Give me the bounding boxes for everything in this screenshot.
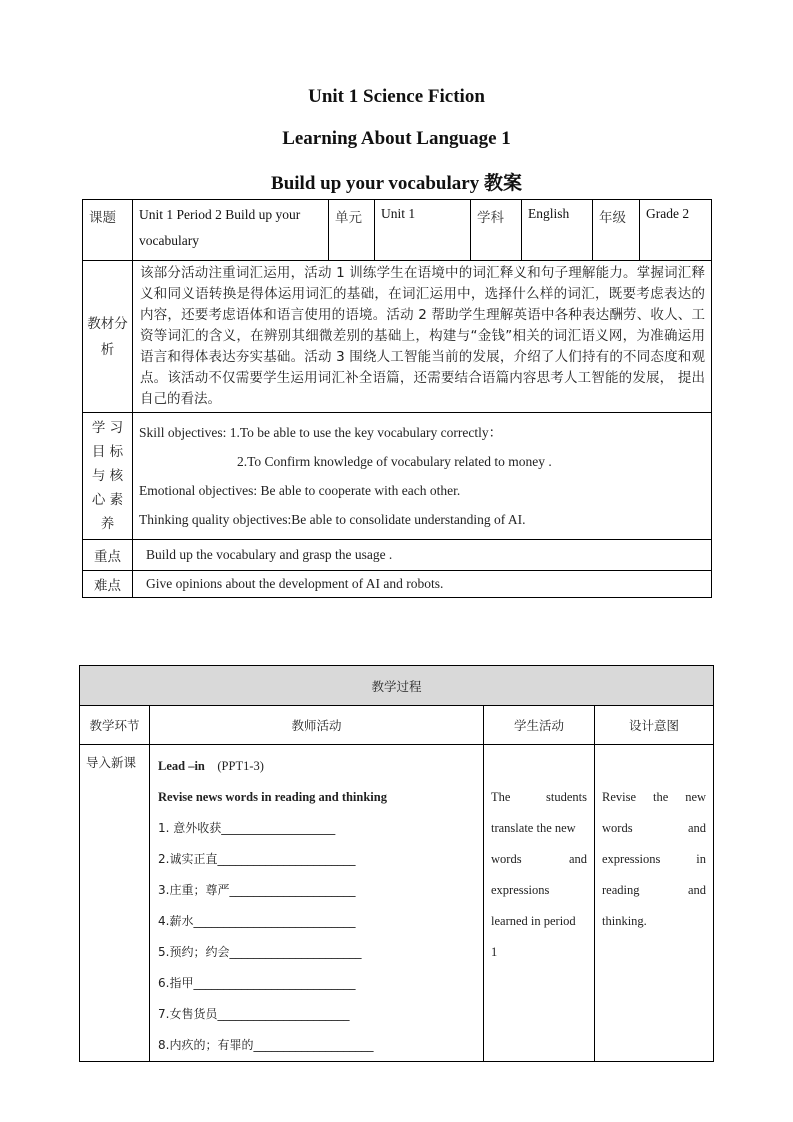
vocab-item: 3.庄重；尊严_____________________ <box>158 883 356 897</box>
objectives-label-line: 与 核 <box>91 468 124 484</box>
student-word: The <box>491 790 511 804</box>
intent-line <box>602 813 706 844</box>
intent-word: expressions <box>602 852 661 866</box>
objectives-label-line: 心 素 <box>91 492 124 508</box>
doc-title-lesson: Build up your vocabulary 教案 <box>271 173 522 194</box>
vocab-item: 6.指甲___________________________ <box>158 976 356 990</box>
intent-word: Revise <box>602 790 637 804</box>
vocab-item: 5.预约；约会______________________ <box>158 945 362 959</box>
key-points-label: 重点 <box>83 540 133 571</box>
skill-objective-2: 2.To Confirm knowledge of vocabulary related to money . <box>237 454 552 469</box>
vocab-item: 8.内疚的；有罪的____________________ <box>158 1038 374 1052</box>
intent-word: thinking. <box>602 914 647 928</box>
stage-cell: 导入新课 <box>80 745 150 1062</box>
lead-in-ref: (PPT1-3) <box>217 759 264 773</box>
analysis-text: 该部分活动注重词汇运用，活动 1 训练学生在语境中的词汇释义和句子理解能力。掌握词汇释义和同义语转换是得体运用词汇的基础，在词汇运用中，选择什么样的词汇，既要考虑表达的内容，还要考虑语体和语言使用的语境。活动 2 帮助学生理解英语中各种表达酬劳、收人、工资等词汇的含义，在辨别其细微差别的基础上，构建与“金钱”相关的词汇语义网，为准确运用语言和得体表达夯实基础。活动 3 围绕人工智能当前的发展，介绍了人们持有的不同态度和观点。该活动不仅需要学生运用词汇补全语篇，还需要结合语篇内容思考人工智能的发展， 提出自己的看法。 <box>133 261 712 413</box>
lesson-info-table <box>82 199 712 598</box>
intent-word: and <box>687 821 707 835</box>
student-line <box>491 906 587 937</box>
intent-line <box>602 782 706 813</box>
intent-line <box>602 906 706 937</box>
column-design-intent: 设计意图 <box>595 706 714 745</box>
objectives-list <box>133 413 712 540</box>
revise-title: Revise news words in reading and thinking <box>158 790 387 804</box>
skill-objective-1: Skill objectives: 1.To be able to use the key vocabulary correctly： <box>139 425 503 440</box>
objectives-label-line: 学 习 <box>91 420 124 436</box>
objectives-label <box>83 413 133 540</box>
unit-value: Unit 1 <box>375 200 471 261</box>
lead-in-title: Lead –in <box>158 759 205 773</box>
vocab-item: 7.女售货员______________________ <box>158 1007 350 1021</box>
grade-label: 年级 <box>593 200 640 261</box>
design-intent-cell <box>595 745 714 1062</box>
key-points-text: Build up the vocabulary and grasp the usage . <box>133 540 712 571</box>
subject-value: English <box>522 200 593 261</box>
vocab-item: 2.诚实正直_______________________ <box>158 852 356 866</box>
student-line <box>491 782 587 813</box>
intent-word: the <box>652 790 669 804</box>
student-word: learned in period <box>491 914 576 928</box>
analysis-label: 教材分析 <box>83 261 133 413</box>
lead-in-line <box>158 751 475 782</box>
student-word: expressions <box>491 883 550 897</box>
intent-word: and <box>687 883 707 897</box>
process-header: 教学过程 <box>80 666 714 706</box>
emotional-objective: Emotional objectives: Be able to cooperate with each other. <box>139 483 461 498</box>
intent-word: new <box>685 790 707 804</box>
objectives-label-line: 养 <box>100 516 115 532</box>
intent-word: reading <box>602 883 640 897</box>
student-word: and <box>568 852 587 866</box>
teaching-process-table <box>79 665 714 1062</box>
student-line <box>491 844 587 875</box>
intent-line <box>602 844 706 875</box>
student-word: students <box>546 790 587 804</box>
subject-label: 学科 <box>471 200 522 261</box>
student-line <box>491 875 587 906</box>
objectives-label-line: 目 标 <box>91 444 124 460</box>
doc-title-section: Learning About Language 1 <box>282 128 511 149</box>
vocab-item: 4.薪水___________________________ <box>158 914 356 928</box>
student-line <box>491 813 587 844</box>
column-student-activity: 学生活动 <box>484 706 595 745</box>
student-word: 1 <box>491 945 498 959</box>
student-word: translate the new <box>491 821 576 835</box>
teacher-activity-cell <box>150 745 484 1062</box>
student-activity-cell <box>484 745 595 1062</box>
intent-line <box>602 875 706 906</box>
column-teacher-activity: 教师活动 <box>150 706 484 745</box>
student-line <box>491 937 587 968</box>
doc-title-unit: Unit 1 Science Fiction <box>308 86 485 107</box>
intent-word: in <box>696 852 707 866</box>
thinking-objective: Thinking quality objectives:Be able to consolidate understanding of AI. <box>139 512 526 527</box>
student-word: words <box>491 852 522 866</box>
vocab-item: 1. 意外收获___________________ <box>158 821 336 835</box>
unit-label: 单元 <box>329 200 375 261</box>
column-stage: 教学环节 <box>80 706 150 745</box>
intent-word: words <box>602 821 633 835</box>
grade-value: Grade 2 <box>640 200 712 261</box>
difficult-points-label: 难点 <box>83 571 133 598</box>
difficult-points-text: Give opinions about the development of AI and robots. <box>133 571 712 598</box>
topic-label: 课题 <box>83 200 133 261</box>
topic-value: Unit 1 Period 2 Build up your vocabulary <box>133 200 329 261</box>
